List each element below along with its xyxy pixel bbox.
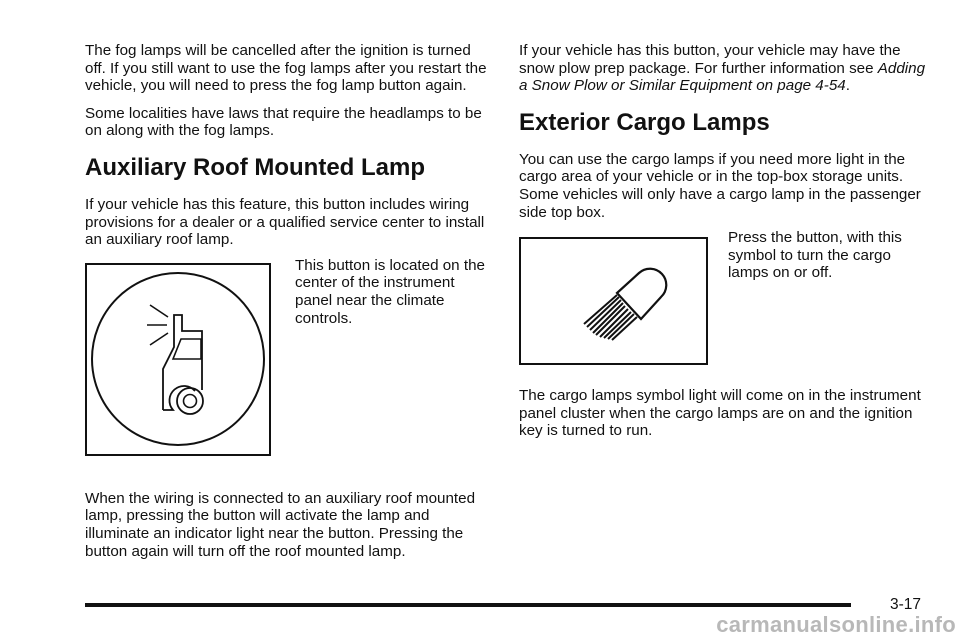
cargo-lamp-indicator-paragraph: The cargo lamps symbol light will come on in the instrument panel cluster when the cargo lamps are on and the ignition key is turned to run. bbox=[519, 387, 921, 440]
snow-plow-paragraph bbox=[519, 42, 931, 95]
exterior-cargo-lamps-heading: Exterior Cargo Lamps bbox=[519, 108, 770, 136]
watermark-logo: carmanualsonline.info bbox=[716, 612, 956, 637]
snow-plow-end: . bbox=[845, 77, 850, 95]
cargo-lamps-intro: You can use the cargo lamps if you need more light in the cargo area of your vehicle or in the top-box storage units. Some vehicles will only have a cargo lamp in the passenger side top box. bbox=[519, 150, 921, 221]
headlamp-law-paragraph: Some localities have laws that require the headlamps to be on along with the fog lamps. bbox=[85, 104, 482, 140]
roof-lamp-button-figure bbox=[85, 263, 271, 456]
cargo-lamp-figure-row bbox=[519, 229, 931, 377]
left-column bbox=[85, 42, 495, 570]
right-column bbox=[519, 42, 931, 450]
roof-lamp-wiring-paragraph: When the wiring is connected to an auxiliary roof mounted lamp, pressing the button will activate the lamp and illuminate an indicator light near the button. Pressing the button again will turn off the roof mounted lamp. bbox=[85, 489, 476, 560]
roof-lamp-figure-row bbox=[85, 256, 495, 478]
cargo-lamp-button-instruction: Press the button, with this symbol to turn the cargo lamps on or off. bbox=[728, 229, 902, 282]
snow-plow-reference-link[interactable]: Adding a Snow Plow or Similar Equipment on page 4-54 bbox=[519, 59, 926, 95]
auxiliary-roof-lamp-heading: Auxiliary Roof Mounted Lamp bbox=[85, 153, 426, 181]
fog-lamp-cancel-paragraph: The fog lamps will be cancelled after the ignition is turned off. If you still want to use the fog lamps after you restart the vehicle, you will need to press the fog lamp button again. bbox=[85, 42, 487, 95]
cargo-lamp-icon bbox=[521, 239, 706, 363]
cargo-lamp-button-figure bbox=[519, 237, 708, 365]
roof-lamp-button-location: This button is located on the center of the instrument panel near the climate controls. bbox=[295, 256, 485, 327]
snow-plow-text: If your vehicle has this button, your vehicle may have the snow plow prep package. For further information see bbox=[519, 42, 901, 77]
page-number: 3-17 bbox=[890, 596, 922, 613]
footer-rule bbox=[85, 603, 851, 607]
auxiliary-roof-lamp-intro: If your vehicle has this feature, this button includes wiring provisions for a dealer or a qualified service center to install an auxiliary roof lamp. bbox=[85, 195, 485, 249]
roof-lamp-icon bbox=[87, 265, 269, 454]
